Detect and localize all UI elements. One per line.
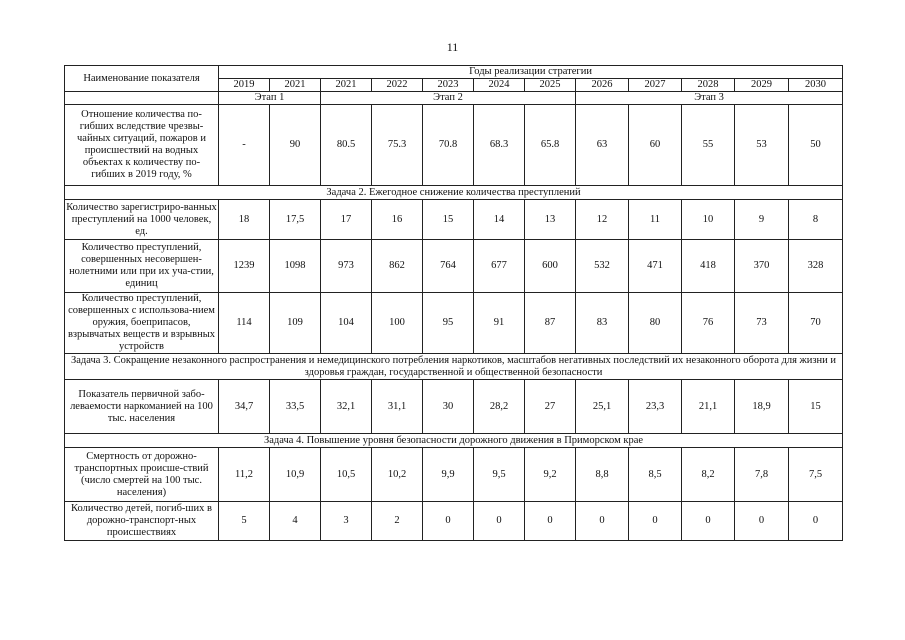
value-cell: 0 xyxy=(474,502,525,541)
value-cell: 68.3 xyxy=(474,105,525,186)
year-header: 2027 xyxy=(629,79,682,92)
value-cell: 12 xyxy=(576,200,629,240)
year-header: 2024 xyxy=(474,79,525,92)
year-header: 2029 xyxy=(735,79,789,92)
table-row xyxy=(65,502,843,541)
stage-empty-cell xyxy=(65,92,219,105)
section-row xyxy=(65,434,843,448)
value-cell: 8 xyxy=(789,200,843,240)
year-header: 2025 xyxy=(525,79,576,92)
value-cell: 50 xyxy=(789,105,843,186)
value-cell: 8,2 xyxy=(682,448,735,502)
section-heading: Задача 3. Сокращение незаконного распространения и немедицинского потребления наркотиков, масштабов негативных последствий их незаконного оборота для жизни и здоровья граждан, государственной и общественной безопасности xyxy=(65,354,843,380)
value-cell: 76 xyxy=(682,293,735,354)
value-cell: 95 xyxy=(423,293,474,354)
table-row xyxy=(65,240,843,293)
value-cell: 10 xyxy=(682,200,735,240)
value-cell: 862 xyxy=(372,240,423,293)
value-cell: 10,5 xyxy=(321,448,372,502)
value-cell: 73 xyxy=(735,293,789,354)
table-row xyxy=(65,293,843,354)
year-header: 2019 xyxy=(219,79,270,92)
value-cell: 33,5 xyxy=(270,380,321,434)
value-cell: 3 xyxy=(321,502,372,541)
value-cell: 328 xyxy=(789,240,843,293)
indicator-label: Показатель первичной забо-леваемости наркоманией на 100 тыс. населения xyxy=(65,380,219,434)
table-row xyxy=(65,105,843,186)
value-cell: 70 xyxy=(789,293,843,354)
year-header: 2021 xyxy=(321,79,372,92)
value-cell: 53 xyxy=(735,105,789,186)
value-cell: 0 xyxy=(423,502,474,541)
year-header: 2026 xyxy=(576,79,629,92)
year-header: 2023 xyxy=(423,79,474,92)
value-cell: 0 xyxy=(576,502,629,541)
table-row xyxy=(65,200,843,240)
value-cell: 75.3 xyxy=(372,105,423,186)
value-cell: 65.8 xyxy=(525,105,576,186)
value-cell: 114 xyxy=(219,293,270,354)
value-cell: 7,5 xyxy=(789,448,843,502)
value-cell: 34,7 xyxy=(219,380,270,434)
strategy-indicators-table xyxy=(64,65,843,541)
value-cell: 11 xyxy=(629,200,682,240)
value-cell: 17 xyxy=(321,200,372,240)
stage-row xyxy=(65,92,843,105)
value-cell: 471 xyxy=(629,240,682,293)
value-cell: 9,5 xyxy=(474,448,525,502)
section-heading: Задача 2. Ежегодное снижение количества преступлений xyxy=(65,186,843,200)
value-cell: 677 xyxy=(474,240,525,293)
indicator-label: Смертность от дорожно-транспортных происше-ствий (число смертей на 100 тыс. населения) xyxy=(65,448,219,502)
stage-2-header: Этап 2 xyxy=(321,92,576,105)
value-cell: 60 xyxy=(629,105,682,186)
value-cell: 80.5 xyxy=(321,105,372,186)
value-cell: 32,1 xyxy=(321,380,372,434)
value-cell: 4 xyxy=(270,502,321,541)
header-row-title xyxy=(65,66,843,79)
value-cell: 16 xyxy=(372,200,423,240)
table-row xyxy=(65,448,843,502)
year-header: 2022 xyxy=(372,79,423,92)
value-cell: 0 xyxy=(629,502,682,541)
value-cell: 104 xyxy=(321,293,372,354)
value-cell: 600 xyxy=(525,240,576,293)
value-cell: 31,1 xyxy=(372,380,423,434)
indicator-label: Количество преступлений, совершенных с использова-нием оружия, боеприпасов, взрывчатых веществ и взрывных устройств xyxy=(65,293,219,354)
value-cell: 15 xyxy=(789,380,843,434)
value-cell: 9,9 xyxy=(423,448,474,502)
year-header: 2030 xyxy=(789,79,843,92)
value-cell: 2 xyxy=(372,502,423,541)
value-cell: 9,2 xyxy=(525,448,576,502)
value-cell: 100 xyxy=(372,293,423,354)
page-number: 11 xyxy=(446,40,459,54)
value-cell: - xyxy=(219,105,270,186)
section-heading: Задача 4. Повышение уровня безопасности дорожного движения в Приморском крае xyxy=(65,434,843,448)
value-cell: 87 xyxy=(525,293,576,354)
value-cell: 9 xyxy=(735,200,789,240)
years-header: Годы реализации стратегии xyxy=(219,66,843,79)
table-row xyxy=(65,380,843,434)
value-cell: 17,5 xyxy=(270,200,321,240)
value-cell: 23,3 xyxy=(629,380,682,434)
value-cell: 0 xyxy=(682,502,735,541)
indicator-label: Количество преступлений, совершенных несовершен-нолетними или при их уча-стии, единиц xyxy=(65,240,219,293)
value-cell: 7,8 xyxy=(735,448,789,502)
value-cell: 25,1 xyxy=(576,380,629,434)
value-cell: 14 xyxy=(474,200,525,240)
value-cell: 8,8 xyxy=(576,448,629,502)
value-cell: 27 xyxy=(525,380,576,434)
value-cell: 11,2 xyxy=(219,448,270,502)
value-cell: 30 xyxy=(423,380,474,434)
indicator-label: Количество детей, погиб-ших в дорожно-транспорт-ных происшествиях xyxy=(65,502,219,541)
value-cell: 55 xyxy=(682,105,735,186)
value-cell: 1239 xyxy=(219,240,270,293)
value-cell: 10,9 xyxy=(270,448,321,502)
value-cell: 91 xyxy=(474,293,525,354)
value-cell: 0 xyxy=(735,502,789,541)
section-row xyxy=(65,186,843,200)
value-cell: 109 xyxy=(270,293,321,354)
value-cell: 973 xyxy=(321,240,372,293)
value-cell: 764 xyxy=(423,240,474,293)
value-cell: 28,2 xyxy=(474,380,525,434)
section-row xyxy=(65,354,843,380)
value-cell: 90 xyxy=(270,105,321,186)
year-header: 2028 xyxy=(682,79,735,92)
indicator-column-header: Наименование показателя xyxy=(65,66,219,92)
stage-3-header: Этап 3 xyxy=(576,92,843,105)
value-cell: 5 xyxy=(219,502,270,541)
value-cell: 18,9 xyxy=(735,380,789,434)
value-cell: 18 xyxy=(219,200,270,240)
value-cell: 8,5 xyxy=(629,448,682,502)
value-cell: 80 xyxy=(629,293,682,354)
value-cell: 21,1 xyxy=(682,380,735,434)
value-cell: 370 xyxy=(735,240,789,293)
value-cell: 15 xyxy=(423,200,474,240)
indicator-label: Количество зарегистриро-ванных преступлений на 1000 человек, ед. xyxy=(65,200,219,240)
value-cell: 0 xyxy=(789,502,843,541)
value-cell: 418 xyxy=(682,240,735,293)
stage-1-header: Этап 1 xyxy=(219,92,321,105)
value-cell: 70.8 xyxy=(423,105,474,186)
year-header: 2021 xyxy=(270,79,321,92)
value-cell: 10,2 xyxy=(372,448,423,502)
value-cell: 1098 xyxy=(270,240,321,293)
value-cell: 532 xyxy=(576,240,629,293)
value-cell: 0 xyxy=(525,502,576,541)
value-cell: 83 xyxy=(576,293,629,354)
value-cell: 63 xyxy=(576,105,629,186)
value-cell: 13 xyxy=(525,200,576,240)
indicator-label: Отношение количества по-гибших вследствие чрезвы-чайных ситуаций, пожаров и происшествий на водных объектах к количеству по-гибших в 2019 году, % xyxy=(65,105,219,186)
